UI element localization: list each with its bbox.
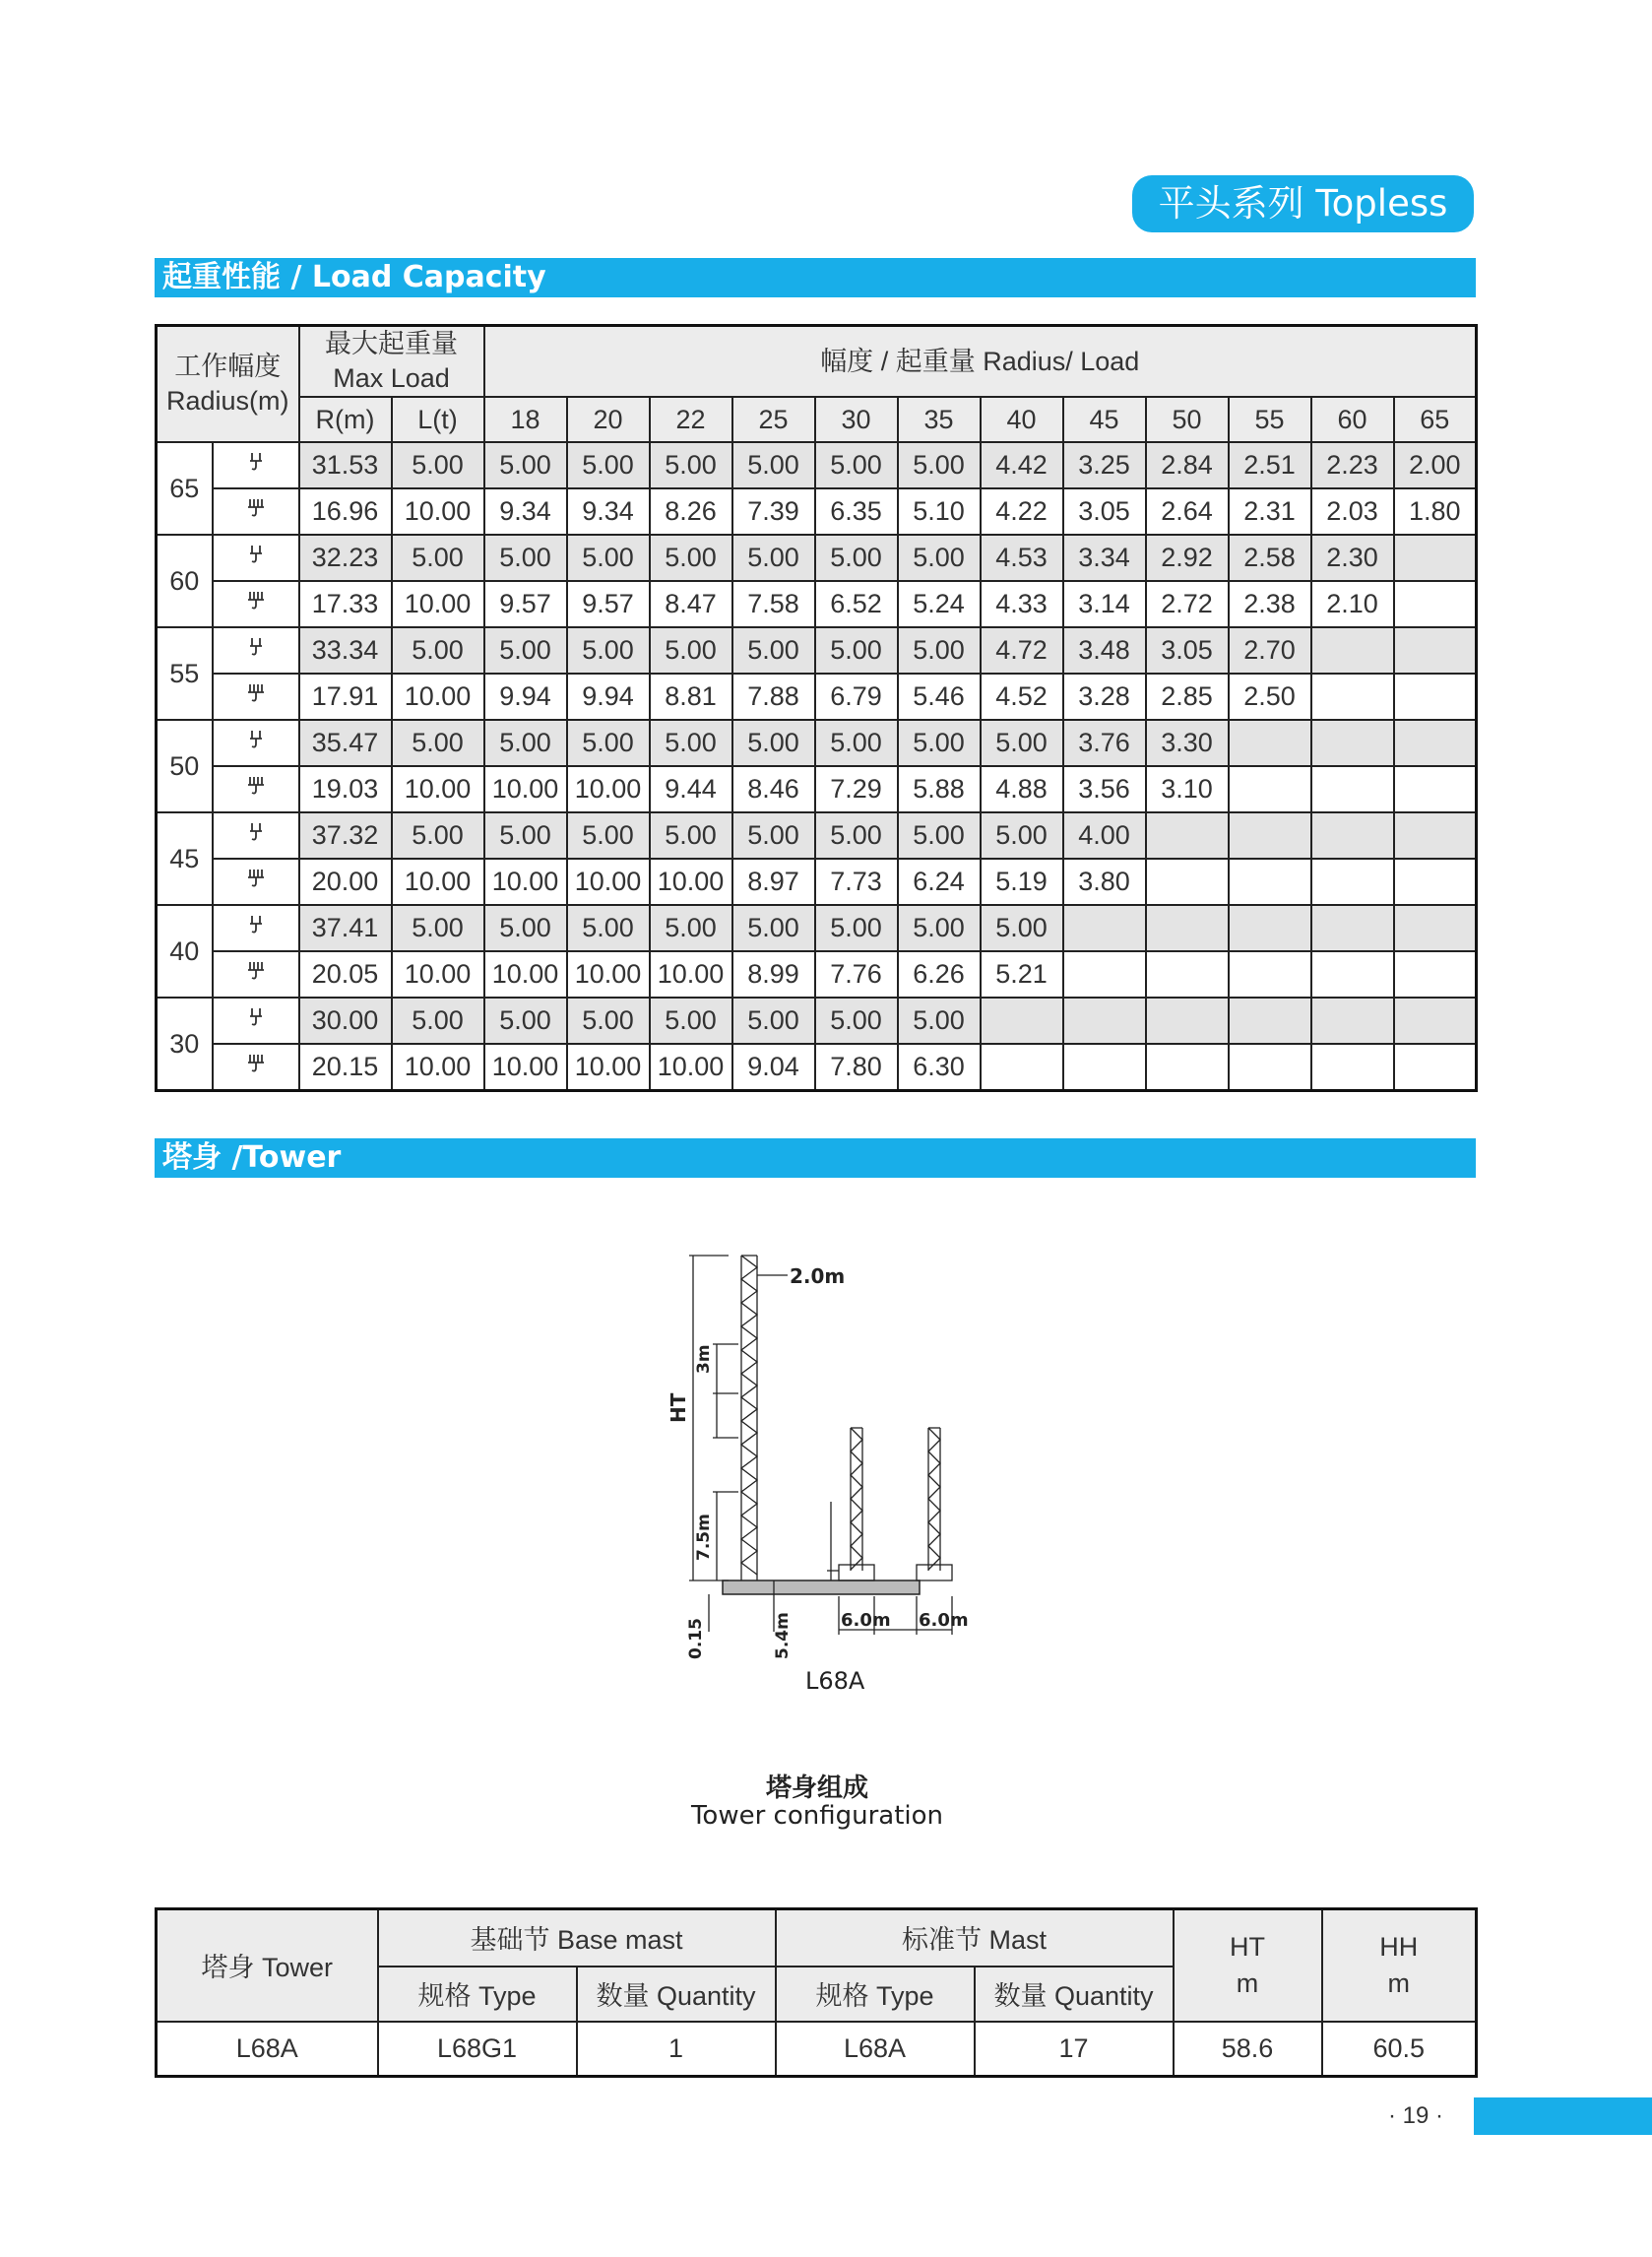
load-value-cell: 2.70 xyxy=(1229,627,1311,674)
load-value-cell: 5.00 xyxy=(815,627,898,674)
load-value-cell: 7.88 xyxy=(732,674,815,720)
radius-load-header: 幅度 / 起重量 Radius/ Load xyxy=(484,326,1477,398)
load-value-cell xyxy=(1394,674,1477,720)
load-value-cell xyxy=(1229,1044,1311,1091)
dim-7-5m: 7.5m xyxy=(694,1514,714,1561)
load-value-cell: 8.97 xyxy=(732,859,815,905)
load-value-cell: 5.00 xyxy=(567,535,650,581)
mast-header: 标准节 Mast xyxy=(776,1909,1174,1967)
load-value-cell: 5.00 xyxy=(815,720,898,766)
row-base-qty: 1 xyxy=(577,2022,776,2077)
load-value-cell: 5.00 xyxy=(732,720,815,766)
load-table-row xyxy=(157,535,1477,581)
load-value-cell: 5.00 xyxy=(650,905,732,951)
load-value-cell xyxy=(1311,627,1394,674)
load-value-cell: 2.00 xyxy=(1394,442,1477,488)
load-value-cell xyxy=(1229,812,1311,859)
load-value-cell: 10.00 xyxy=(484,951,567,998)
load-table-row xyxy=(157,674,1477,720)
load-value-cell xyxy=(1229,766,1311,812)
row-ht: 58.6 xyxy=(1174,2022,1322,2077)
load-value-cell: 5.24 xyxy=(898,581,981,627)
load-value-cell xyxy=(1394,812,1477,859)
radius-col-header: 60 xyxy=(1311,397,1394,442)
load-value-cell: 5.00 xyxy=(898,812,981,859)
load-value-cell: 2.38 xyxy=(1229,581,1311,627)
load-value-cell: 2.31 xyxy=(1229,488,1311,535)
hook-4-fall-icon xyxy=(213,951,299,998)
radius-col-header: 20 xyxy=(567,397,650,442)
load-value-cell: 2.72 xyxy=(1146,581,1229,627)
load-value-cell: 5.00 xyxy=(981,812,1063,859)
load-value-cell: 9.44 xyxy=(650,766,732,812)
load-capacity-table xyxy=(155,324,1478,1092)
load-value-cell: 3.05 xyxy=(1146,627,1229,674)
dim-ht: HT xyxy=(667,1392,690,1423)
load-table-row xyxy=(157,998,1477,1044)
load-value-cell: 8.47 xyxy=(650,581,732,627)
load-value-cell: 5.00 xyxy=(815,442,898,488)
max-load-radius-cell: 20.00 xyxy=(299,859,392,905)
dim-jib-width: 2.0m xyxy=(790,1264,846,1288)
load-table-row xyxy=(157,442,1477,488)
load-value-cell xyxy=(1146,812,1229,859)
load-value-cell xyxy=(1394,998,1477,1044)
max-load-cell: 5.00 xyxy=(392,535,484,581)
load-value-cell: 6.79 xyxy=(815,674,898,720)
load-value-cell: 3.28 xyxy=(1063,674,1146,720)
tower-elevation-diagram xyxy=(630,1246,1024,1699)
max-load-cell: 10.00 xyxy=(392,488,484,535)
load-value-cell: 10.00 xyxy=(650,1044,732,1091)
jib-length-cell: 65 xyxy=(157,442,213,535)
hook-4-fall-icon xyxy=(213,674,299,720)
jib-length-cell: 50 xyxy=(157,720,213,812)
load-value-cell xyxy=(1229,720,1311,766)
hook-2-fall-icon xyxy=(213,812,299,859)
load-value-cell: 5.88 xyxy=(898,766,981,812)
load-value-cell: 9.34 xyxy=(484,488,567,535)
load-value-cell: 1.80 xyxy=(1394,488,1477,535)
hook-2-fall-icon xyxy=(213,535,299,581)
load-value-cell: 5.00 xyxy=(898,442,981,488)
radius-col-header: 25 xyxy=(732,397,815,442)
load-value-cell: 5.00 xyxy=(484,998,567,1044)
load-value-cell xyxy=(1311,674,1394,720)
hook-4-fall-icon xyxy=(213,581,299,627)
tower-header: 塔身 Tower xyxy=(157,1909,378,2022)
load-value-cell: 3.80 xyxy=(1063,859,1146,905)
load-value-cell xyxy=(1063,951,1146,998)
load-value-cell: 4.33 xyxy=(981,581,1063,627)
radius-col-header: 40 xyxy=(981,397,1063,442)
load-value-cell: 5.00 xyxy=(650,998,732,1044)
max-load-radius-cell: 19.03 xyxy=(299,766,392,812)
load-value-cell: 2.58 xyxy=(1229,535,1311,581)
dim-5-4m: 5.4m xyxy=(773,1612,793,1659)
load-value-cell: 5.00 xyxy=(567,442,650,488)
load-value-cell: 10.00 xyxy=(484,766,567,812)
load-value-cell: 4.22 xyxy=(981,488,1063,535)
dim-6m-b: 6.0m xyxy=(919,1610,969,1631)
load-value-cell xyxy=(981,998,1063,1044)
hook-2-fall-icon xyxy=(213,998,299,1044)
load-value-cell xyxy=(1146,859,1229,905)
load-value-cell xyxy=(1311,812,1394,859)
load-value-cell: 7.76 xyxy=(815,951,898,998)
load-value-cell: 2.23 xyxy=(1311,442,1394,488)
load-value-cell: 3.30 xyxy=(1146,720,1229,766)
load-value-cell: 9.04 xyxy=(732,1044,815,1091)
radius-col-header: 30 xyxy=(815,397,898,442)
load-value-cell: 10.00 xyxy=(650,951,732,998)
load-value-cell: 9.94 xyxy=(567,674,650,720)
load-value-cell: 5.00 xyxy=(567,905,650,951)
series-badge: 平头系列 Topless xyxy=(1132,175,1474,232)
load-value-cell: 3.48 xyxy=(1063,627,1146,674)
hook-4-fall-icon xyxy=(213,1044,299,1091)
load-value-cell: 3.76 xyxy=(1063,720,1146,766)
dim-0-15: 0.15 xyxy=(686,1618,706,1659)
section-title-tower: 塔身 /Tower xyxy=(155,1138,1476,1178)
max-load-cell: 5.00 xyxy=(392,998,484,1044)
load-value-cell: 8.26 xyxy=(650,488,732,535)
load-value-cell: 5.00 xyxy=(898,720,981,766)
load-value-cell xyxy=(1311,720,1394,766)
load-value-cell xyxy=(1146,905,1229,951)
row-mast-qty: 17 xyxy=(975,2022,1174,2077)
max-load-radius-cell: 20.15 xyxy=(299,1044,392,1091)
load-table-row xyxy=(157,859,1477,905)
hook-2-fall-icon xyxy=(213,627,299,674)
load-value-cell: 5.00 xyxy=(732,442,815,488)
load-value-cell: 6.30 xyxy=(898,1044,981,1091)
load-value-cell: 5.00 xyxy=(567,812,650,859)
load-value-cell: 3.05 xyxy=(1063,488,1146,535)
radius-col-header: 45 xyxy=(1063,397,1146,442)
load-value-cell: 4.00 xyxy=(1063,812,1146,859)
load-value-cell: 10.00 xyxy=(567,951,650,998)
max-load-radius-cell: 30.00 xyxy=(299,998,392,1044)
load-value-cell xyxy=(1229,998,1311,1044)
load-value-cell: 5.19 xyxy=(981,859,1063,905)
load-value-cell xyxy=(1311,859,1394,905)
load-value-cell: 10.00 xyxy=(567,766,650,812)
load-value-cell: 3.56 xyxy=(1063,766,1146,812)
base-qty-header: 数量 Quantity xyxy=(577,1967,776,2022)
max-load-header: 最大起重量 Max Load xyxy=(299,326,484,398)
load-value-cell: 5.00 xyxy=(815,812,898,859)
jib-length-cell: 45 xyxy=(157,812,213,905)
max-load-cell: 5.00 xyxy=(392,812,484,859)
load-value-cell: 2.30 xyxy=(1311,535,1394,581)
load-value-cell: 5.00 xyxy=(650,442,732,488)
load-value-cell: 5.00 xyxy=(650,812,732,859)
load-value-cell: 2.51 xyxy=(1229,442,1311,488)
r-label: R(m) xyxy=(299,397,392,442)
max-load-radius-cell: 32.23 xyxy=(299,535,392,581)
max-load-cell: 10.00 xyxy=(392,1044,484,1091)
load-value-cell: 2.50 xyxy=(1229,674,1311,720)
load-value-cell: 5.00 xyxy=(981,720,1063,766)
load-table-row xyxy=(157,720,1477,766)
load-value-cell: 3.10 xyxy=(1146,766,1229,812)
jib-length-cell: 60 xyxy=(157,535,213,627)
max-load-cell: 10.00 xyxy=(392,674,484,720)
load-value-cell xyxy=(1394,951,1477,998)
load-value-cell: 5.00 xyxy=(484,720,567,766)
load-value-cell: 5.00 xyxy=(650,627,732,674)
load-value-cell: 5.00 xyxy=(898,905,981,951)
load-value-cell xyxy=(1063,905,1146,951)
load-value-cell: 7.73 xyxy=(815,859,898,905)
load-value-cell: 5.00 xyxy=(815,905,898,951)
load-table-row xyxy=(157,766,1477,812)
dim-3m: 3m xyxy=(694,1344,714,1374)
load-value-cell xyxy=(1146,998,1229,1044)
radius-header: 工作幅度 Radius(m) xyxy=(157,326,299,443)
load-value-cell xyxy=(1229,905,1311,951)
load-value-cell: 7.80 xyxy=(815,1044,898,1091)
load-value-cell: 9.34 xyxy=(567,488,650,535)
max-load-radius-cell: 37.32 xyxy=(299,812,392,859)
radius-col-header: 55 xyxy=(1229,397,1311,442)
max-load-radius-cell: 37.41 xyxy=(299,905,392,951)
load-value-cell: 4.88 xyxy=(981,766,1063,812)
load-value-cell: 5.00 xyxy=(650,535,732,581)
corner-tab xyxy=(1474,2097,1652,2135)
load-value-cell xyxy=(1063,998,1146,1044)
load-value-cell: 9.57 xyxy=(567,581,650,627)
load-table-row xyxy=(157,951,1477,998)
load-value-cell: 6.26 xyxy=(898,951,981,998)
max-load-cell: 5.00 xyxy=(392,905,484,951)
max-load-radius-cell: 33.34 xyxy=(299,627,392,674)
load-value-cell xyxy=(1394,627,1477,674)
load-value-cell xyxy=(1229,951,1311,998)
load-table-row xyxy=(157,1044,1477,1091)
load-value-cell: 5.00 xyxy=(650,720,732,766)
config-caption-cn: 塔身组成 xyxy=(765,1773,868,1803)
load-value-cell: 5.46 xyxy=(898,674,981,720)
load-table-row xyxy=(157,627,1477,674)
load-value-cell xyxy=(1311,998,1394,1044)
load-value-cell: 5.00 xyxy=(484,905,567,951)
hook-2-fall-icon xyxy=(213,720,299,766)
l-label: L(t) xyxy=(392,397,484,442)
load-value-cell: 9.57 xyxy=(484,581,567,627)
hook-4-fall-icon xyxy=(213,488,299,535)
load-value-cell: 5.00 xyxy=(484,535,567,581)
max-load-radius-cell: 35.47 xyxy=(299,720,392,766)
load-value-cell xyxy=(1146,951,1229,998)
max-load-radius-cell: 20.05 xyxy=(299,951,392,998)
load-value-cell: 10.00 xyxy=(484,1044,567,1091)
radius-col-header: 50 xyxy=(1146,397,1229,442)
load-table-row xyxy=(157,905,1477,951)
load-value-cell: 2.64 xyxy=(1146,488,1229,535)
load-value-cell: 2.10 xyxy=(1311,581,1394,627)
load-value-cell: 4.72 xyxy=(981,627,1063,674)
base-type-header: 规格 Type xyxy=(378,1967,577,2022)
load-value-cell: 5.00 xyxy=(898,627,981,674)
load-value-cell: 7.29 xyxy=(815,766,898,812)
config-caption-en: Tower configuration xyxy=(690,1801,944,1831)
max-load-cell: 10.00 xyxy=(392,581,484,627)
radius-col-header: 18 xyxy=(484,397,567,442)
row-mast-type: L68A xyxy=(776,2022,975,2077)
load-value-cell: 5.00 xyxy=(732,812,815,859)
load-value-cell: 2.92 xyxy=(1146,535,1229,581)
hook-2-fall-icon xyxy=(213,442,299,488)
hook-4-fall-icon xyxy=(213,766,299,812)
load-value-cell: 5.00 xyxy=(815,998,898,1044)
load-value-cell xyxy=(1394,905,1477,951)
row-tower: L68A xyxy=(157,2022,378,2077)
load-value-cell: 2.03 xyxy=(1311,488,1394,535)
load-value-cell: 5.00 xyxy=(484,627,567,674)
load-value-cell: 4.53 xyxy=(981,535,1063,581)
max-load-cell: 10.00 xyxy=(392,951,484,998)
load-value-cell xyxy=(1311,905,1394,951)
dim-6m-a: 6.0m xyxy=(841,1610,891,1631)
load-value-cell: 10.00 xyxy=(650,859,732,905)
load-value-cell: 5.00 xyxy=(484,442,567,488)
load-value-cell xyxy=(1311,766,1394,812)
load-value-cell xyxy=(1394,1044,1477,1091)
radius-col-header: 35 xyxy=(898,397,981,442)
load-value-cell: 7.39 xyxy=(732,488,815,535)
max-load-cell: 10.00 xyxy=(392,766,484,812)
load-value-cell xyxy=(1394,766,1477,812)
load-value-cell xyxy=(1394,535,1477,581)
load-value-cell: 3.34 xyxy=(1063,535,1146,581)
max-load-cell: 5.00 xyxy=(392,720,484,766)
load-value-cell: 5.00 xyxy=(567,720,650,766)
load-value-cell: 5.00 xyxy=(732,905,815,951)
load-value-cell: 10.00 xyxy=(567,1044,650,1091)
load-value-cell: 10.00 xyxy=(567,859,650,905)
load-value-cell: 5.00 xyxy=(815,535,898,581)
radius-col-header: 65 xyxy=(1394,397,1477,442)
max-load-radius-cell: 17.33 xyxy=(299,581,392,627)
load-value-cell: 5.00 xyxy=(898,998,981,1044)
load-value-cell: 10.00 xyxy=(484,859,567,905)
load-value-cell: 5.21 xyxy=(981,951,1063,998)
mast-type-header: 规格 Type xyxy=(776,1967,975,2022)
load-value-cell: 6.24 xyxy=(898,859,981,905)
tower-configuration-table xyxy=(155,1907,1478,2078)
load-value-cell: 3.25 xyxy=(1063,442,1146,488)
load-value-cell xyxy=(1311,951,1394,998)
load-table-row xyxy=(157,812,1477,859)
load-value-cell xyxy=(1146,1044,1229,1091)
load-value-cell: 5.00 xyxy=(898,535,981,581)
jib-length-cell: 55 xyxy=(157,627,213,720)
load-value-cell: 3.14 xyxy=(1063,581,1146,627)
load-value-cell xyxy=(1394,581,1477,627)
load-table-row xyxy=(157,488,1477,535)
hh-header: HH m xyxy=(1322,1909,1477,2022)
max-load-cell: 10.00 xyxy=(392,859,484,905)
radius-col-header: 22 xyxy=(650,397,732,442)
jib-length-cell: 40 xyxy=(157,905,213,998)
load-value-cell: 7.58 xyxy=(732,581,815,627)
load-value-cell: 5.10 xyxy=(898,488,981,535)
load-value-cell: 5.00 xyxy=(732,535,815,581)
max-load-radius-cell: 17.91 xyxy=(299,674,392,720)
hook-2-fall-icon xyxy=(213,905,299,951)
page-number: · 19 · xyxy=(1388,2102,1444,2129)
hook-4-fall-icon xyxy=(213,859,299,905)
row-base-type: L68G1 xyxy=(378,2022,577,2077)
load-value-cell: 5.00 xyxy=(981,905,1063,951)
load-value-cell: 8.46 xyxy=(732,766,815,812)
ht-header: HT m xyxy=(1174,1909,1322,2022)
load-value-cell: 8.99 xyxy=(732,951,815,998)
load-value-cell: 8.81 xyxy=(650,674,732,720)
model-label: L68A xyxy=(805,1667,865,1695)
load-value-cell: 4.52 xyxy=(981,674,1063,720)
mast-qty-header: 数量 Quantity xyxy=(975,1967,1174,2022)
load-table-row xyxy=(157,581,1477,627)
load-value-cell: 6.35 xyxy=(815,488,898,535)
load-value-cell: 4.42 xyxy=(981,442,1063,488)
load-value-cell: 5.00 xyxy=(732,627,815,674)
load-value-cell: 5.00 xyxy=(567,627,650,674)
max-load-cell: 5.00 xyxy=(392,442,484,488)
load-value-cell xyxy=(1063,1044,1146,1091)
max-load-radius-cell: 16.96 xyxy=(299,488,392,535)
row-hh: 60.5 xyxy=(1322,2022,1477,2077)
load-value-cell: 5.00 xyxy=(484,812,567,859)
load-value-cell: 5.00 xyxy=(567,998,650,1044)
load-value-cell: 6.52 xyxy=(815,581,898,627)
jib-length-cell: 30 xyxy=(157,998,213,1091)
load-value-cell: 2.84 xyxy=(1146,442,1229,488)
max-load-radius-cell: 31.53 xyxy=(299,442,392,488)
load-value-cell: 9.94 xyxy=(484,674,567,720)
load-value-cell xyxy=(1394,859,1477,905)
load-value-cell xyxy=(1229,859,1311,905)
load-value-cell xyxy=(981,1044,1063,1091)
max-load-cell: 5.00 xyxy=(392,627,484,674)
base-mast-header: 基础节 Base mast xyxy=(378,1909,776,1967)
load-value-cell xyxy=(1394,720,1477,766)
load-value-cell xyxy=(1311,1044,1394,1091)
load-value-cell: 2.85 xyxy=(1146,674,1229,720)
section-title-load-capacity: 起重性能 / Load Capacity xyxy=(155,258,1476,297)
load-value-cell: 5.00 xyxy=(732,998,815,1044)
